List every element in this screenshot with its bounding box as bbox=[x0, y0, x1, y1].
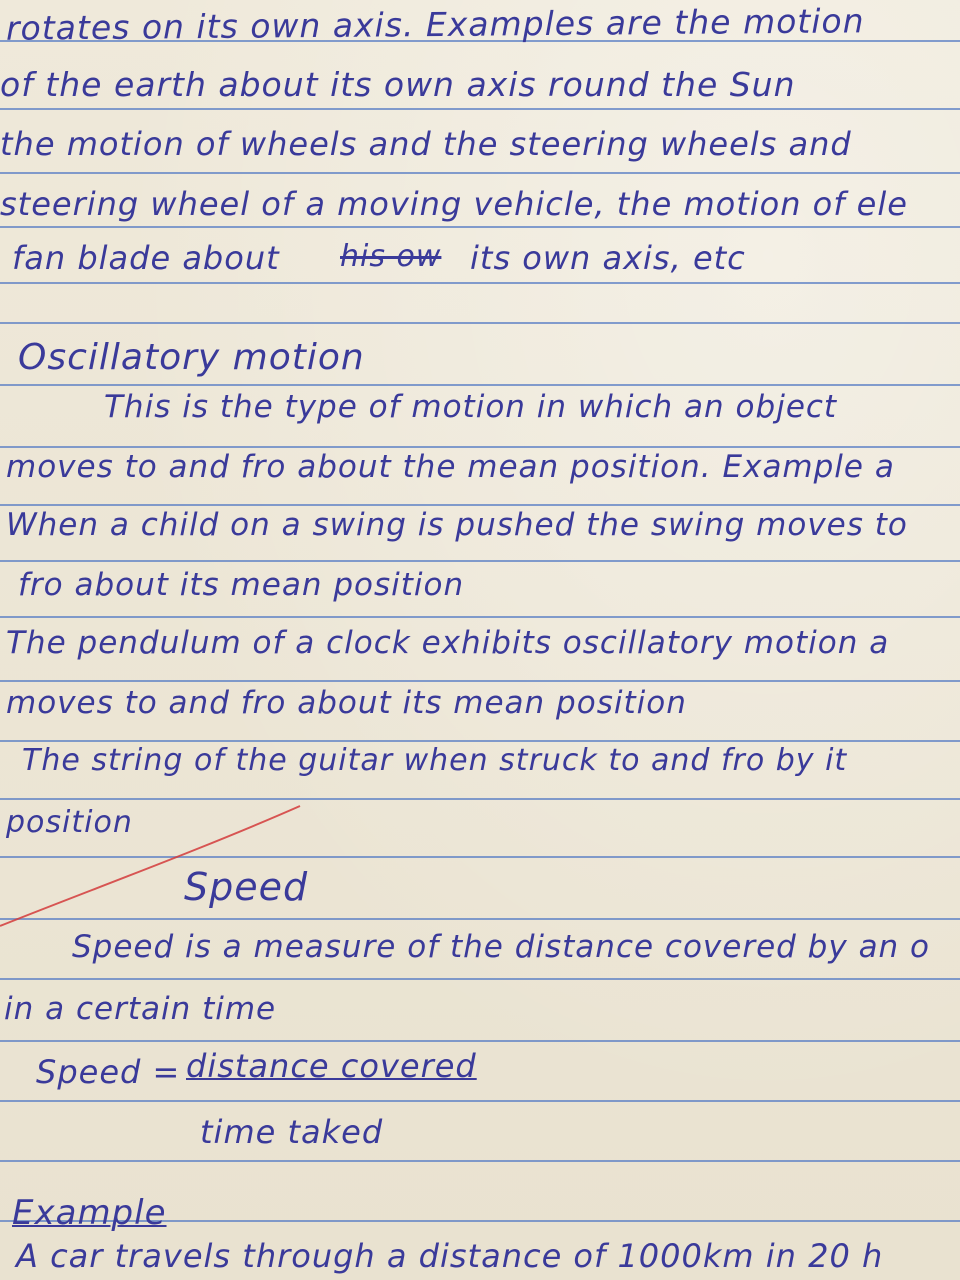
section-heading-speed: Speed bbox=[184, 865, 309, 909]
formula-numerator: distance covered bbox=[186, 1047, 477, 1085]
note-line: A car travels through a distance of 1000km in 20 h bbox=[16, 1237, 884, 1275]
struck-out-text: his ow bbox=[340, 239, 442, 274]
note-line: moves to and fro about its mean position bbox=[6, 685, 687, 721]
note-line: steering wheel of a moving vehicle, the motion of ele bbox=[0, 185, 908, 223]
note-line: The pendulum of a clock exhibits oscillatory motion a bbox=[6, 625, 890, 661]
note-line: in a certain time bbox=[4, 991, 277, 1027]
note-line: of the earth about its own axis round the Sun bbox=[0, 65, 796, 104]
note-line: its own axis, etc bbox=[470, 239, 746, 277]
note-line: the motion of wheels and the steering wheels and bbox=[0, 125, 852, 163]
section-heading-example: Example bbox=[12, 1193, 167, 1233]
note-line: This is the type of motion in which an object bbox=[104, 389, 838, 425]
section-heading-oscillatory: Oscillatory motion bbox=[18, 337, 365, 378]
note-line: rotates on its own axis. Examples are the motion bbox=[5, 1, 865, 48]
note-line: moves to and fro about the mean position. Example a bbox=[6, 449, 895, 485]
note-line: position bbox=[6, 805, 133, 840]
formula-label: Speed = bbox=[36, 1053, 181, 1091]
formula-denominator: time taked bbox=[200, 1113, 384, 1151]
note-line: fan blade about bbox=[12, 239, 280, 277]
note-line: When a child on a swing is pushed the swing moves to bbox=[6, 507, 908, 543]
note-line: The string of the guitar when struck to and fro by it bbox=[22, 743, 848, 778]
note-line: Speed is a measure of the distance covered by an o bbox=[72, 929, 931, 965]
note-line: fro about its mean position bbox=[18, 567, 465, 603]
